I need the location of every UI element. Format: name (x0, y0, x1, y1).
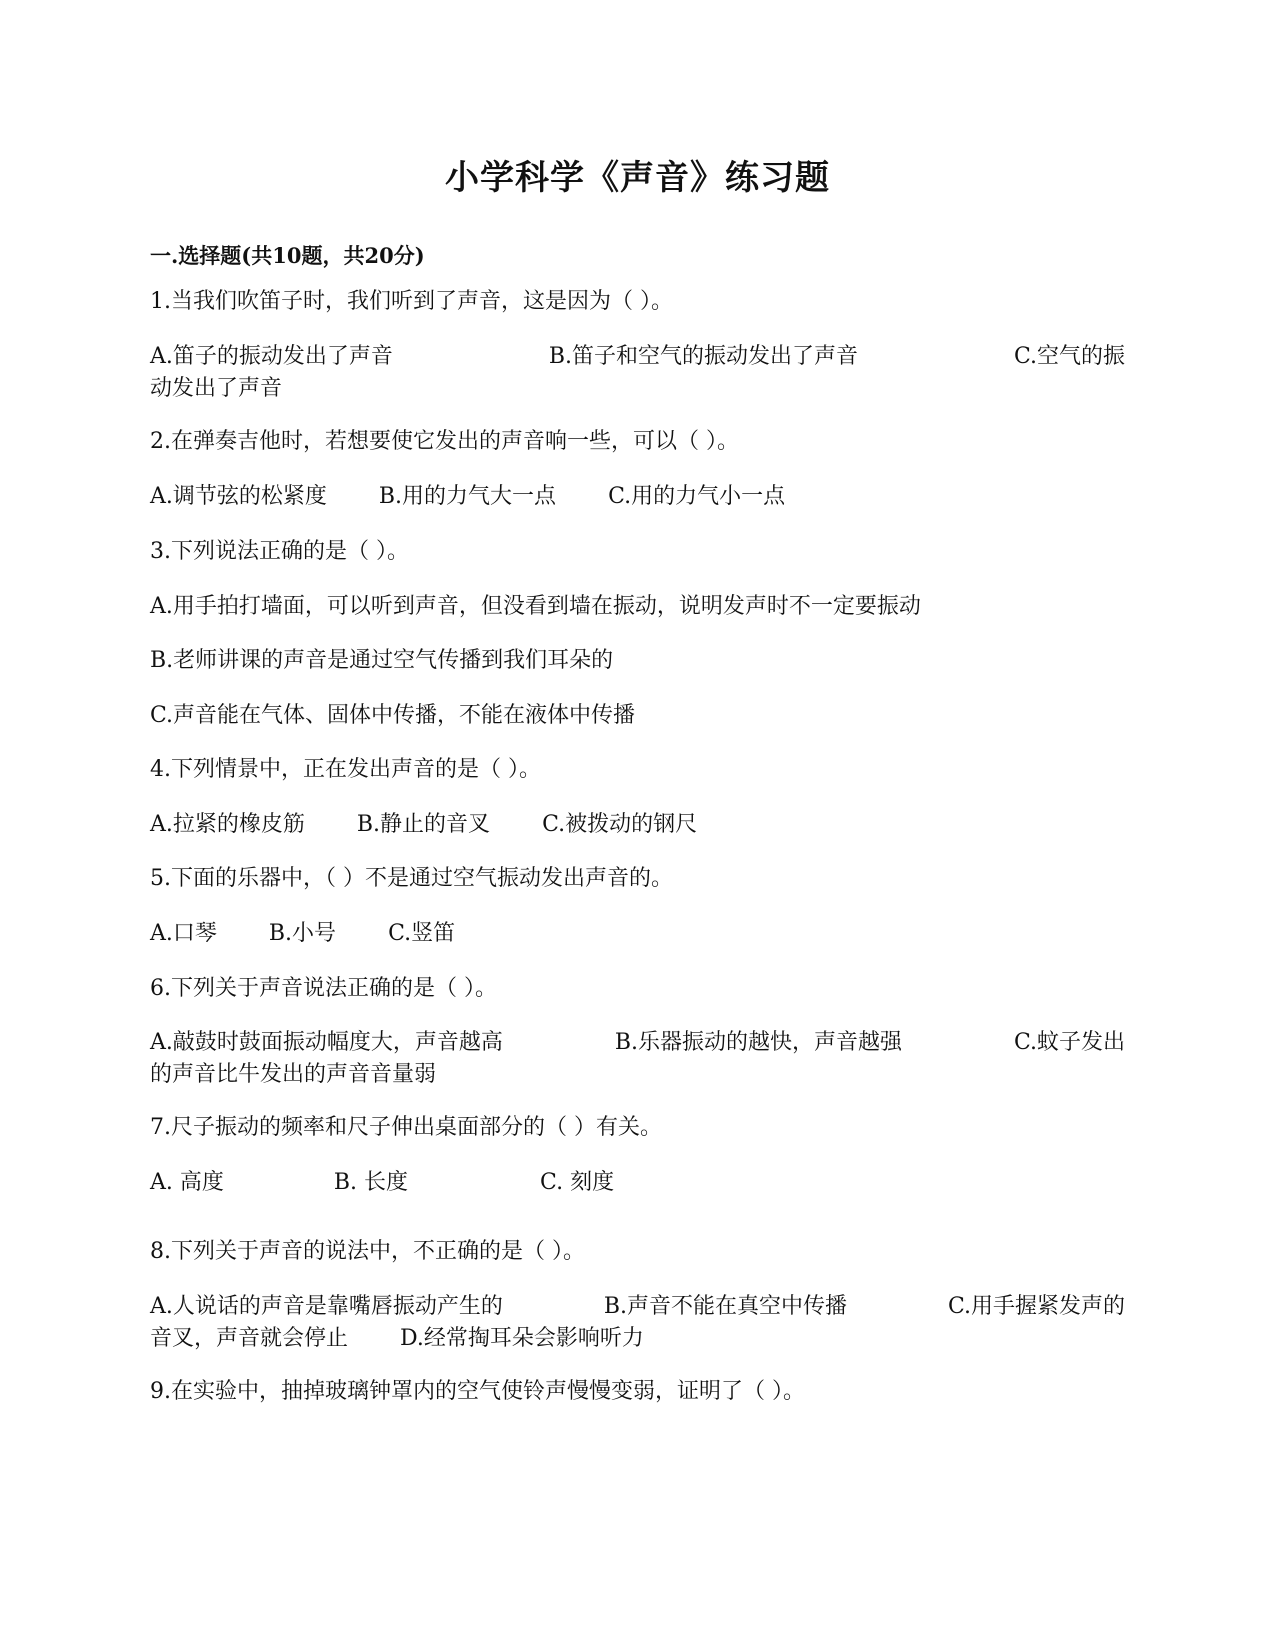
option-b: B.老师讲课的声音是通过空气传播到我们耳朵的 (150, 648, 614, 673)
question-2: 2.在弹奏吉他时，若想要使它发出的声音响一些，可以（ ）。 (150, 429, 739, 454)
option-a: A.敲鼓时鼓面振动幅度大，声音越高 (150, 1030, 503, 1055)
option-a: A.口琴 (150, 921, 217, 946)
option-b: B.静止的音叉 (356, 812, 491, 837)
option-c: C.用的力气小一点 (608, 484, 786, 509)
option-a: A.调节弦的松紧度 (150, 484, 327, 509)
option-c: C.被拨动的钢尺 (542, 812, 698, 837)
question-2-options (150, 481, 1125, 513)
question-1-options (150, 341, 1125, 405)
option-c-continued: 的声音比牛发出的声音音量弱 (150, 1062, 437, 1087)
question-5-options (150, 918, 1125, 950)
option-c-continued: 音叉，声音就会停止 (150, 1326, 349, 1351)
option-c: C.声音能在气体、固体中传播，不能在液体中传播 (150, 703, 636, 728)
option-c: C.用手握紧发声的 (947, 1294, 1125, 1319)
option-c: C. 刻度 (540, 1170, 615, 1195)
option-b: B. 长度 (333, 1170, 409, 1195)
option-a: A.人说话的声音是靠嘴唇振动产生的 (150, 1294, 503, 1319)
question-4: 4.下列情景中，正在发出声音的是（ ）。 (150, 757, 541, 782)
option-c: C.蚊子发出 (1013, 1030, 1125, 1055)
option-d: D.经常掏耳朵会影响听力 (400, 1326, 644, 1351)
option-c: C.竖笛 (388, 921, 456, 946)
option-a: A.用手拍打墙面，可以听到声音，但没看到墙在振动，说明发声时不一定要振动 (150, 594, 921, 619)
question-6-options (150, 1027, 1125, 1091)
question-8-options (150, 1291, 1125, 1355)
question-5: 5.下面的乐器中，（ ）不是通过空气振动发出声音的。 (150, 866, 673, 891)
question-7: 7.尺子振动的频率和尺子伸出桌面部分的（ ）有关。 (150, 1115, 662, 1140)
page-title: 小学科学《声音》练习题 (445, 158, 830, 198)
question-4-options (150, 809, 1125, 841)
option-a: A. 高度 (150, 1170, 224, 1195)
option-a: A.拉紧的橡皮筋 (150, 812, 305, 837)
option-c: C.空气的振 (1013, 344, 1125, 369)
question-3: 3.下列说法正确的是（ ）。 (150, 539, 409, 564)
question-8: 8.下列关于声音的说法中，不正确的是（ ）。 (150, 1239, 585, 1264)
question-1: 1.当我们吹笛子时，我们听到了声音，这是因为（ ）。 (150, 289, 673, 314)
option-b: B.乐器振动的越快，声音越强 (614, 1030, 902, 1055)
section-heading: 一.选择题(共10题，共20分) (150, 243, 425, 268)
question-6: 6.下列关于声音说法正确的是（ ）。 (150, 976, 497, 1001)
question-7-options (150, 1167, 1125, 1199)
option-b: B.小号 (268, 921, 337, 946)
option-a: A.笛子的振动发出了声音 (150, 344, 393, 369)
option-b: B.笛子和空气的振动发出了声音 (548, 344, 858, 369)
option-b: B.用的力气大一点 (378, 484, 557, 509)
option-b: B.声音不能在真空中传播 (603, 1294, 847, 1319)
option-c-continued: 动发出了声音 (150, 376, 283, 401)
question-9: 9.在实验中，抽掉玻璃钟罩内的空气使铃声慢慢变弱，证明了（ ）。 (150, 1379, 805, 1404)
